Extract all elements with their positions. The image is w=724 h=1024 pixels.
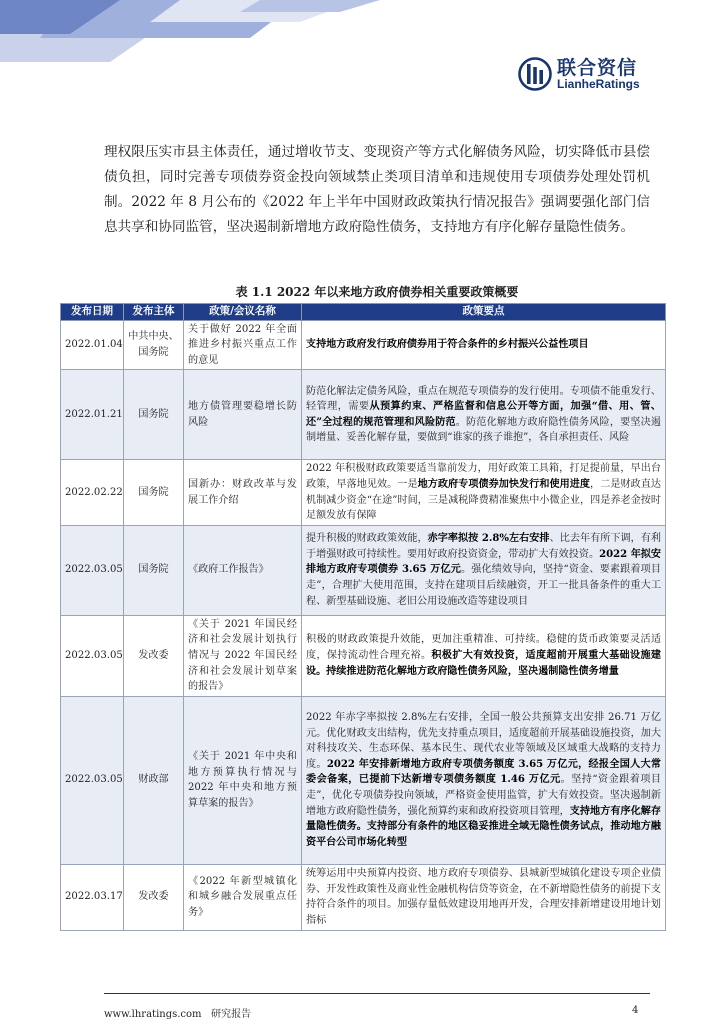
table-row: [61, 370, 666, 460]
policy-point-text: 。强化绩效导向，坚持“资金、要素跟着项目走”，合理扩大使用范围，支持在建项目后续融资，开工一批具备条件的重大工程、新型基础设施、老旧公用设施改造等建设项目: [306, 564, 661, 607]
cell-points: [302, 525, 666, 615]
cell-date: 2022.03.05: [61, 525, 124, 615]
cell-points: [302, 864, 666, 930]
lianhe-logo-icon: [518, 57, 552, 91]
header-corner-graphic: [0, 0, 724, 62]
cell-org: 发改委: [124, 615, 184, 696]
cell-points: [302, 615, 666, 696]
policy-point-emphasis: 支持地方有序化解存量隐性债务。支持部分有条件的地区稳妥推进全域无隐性债务试点，推动地方融资平台公司市场化转型: [306, 805, 661, 848]
cell-doc: 《政府工作报告》: [184, 525, 302, 615]
policy-point-emphasis: 地方政府专项债券加快发行和使用进度: [417, 478, 591, 490]
footer-divider: [104, 993, 650, 994]
cell-points: [302, 370, 666, 460]
cell-doc: 《关于 2021 年中央和地方预算执行情况与 2022 年中央和地方预算草案的报告》: [184, 696, 302, 864]
cell-org: 国务院: [124, 370, 184, 460]
policy-point-text: 。坚持“资金跟着项目走”，优化专项债券投向领域，严格资金使用监管，扩大有效投资。坚决遏制新增地方政府隐性债务，强化预算约束和政府投资项目管理，: [306, 774, 661, 817]
table-row: [61, 460, 666, 525]
cell-org: 发改委: [124, 864, 184, 930]
cell-date: 2022.01.04: [61, 320, 124, 370]
header-date: 发布日期: [61, 304, 124, 321]
policy-point-emphasis: 从预算约束、严格监督和信息公开等方面，加强“借、用、管、还”全过程的规范管理和风险防范: [306, 401, 662, 428]
cell-date: 2022.01.21: [61, 370, 124, 460]
policy-table: [60, 303, 666, 931]
policy-point-text: 统筹运用中央预算内投资、地方政府专项债券、县城新型城镇化建设专项企业债券、开发性政策性及商业性金融机构信贷等资金，在不新增隐性债务的前提下支持符合条件的项目。加强存量低效建设用地再开发，合理安排新增建设用地计划指标: [306, 868, 661, 926]
policy-point-emphasis: 支持地方政府发行政府债券用于符合条件的乡村振兴公益性项目: [306, 339, 589, 351]
table-row: [61, 615, 666, 696]
header-org: 发布主体: [124, 304, 184, 321]
cell-doc: 关于做好 2022 年全面推进乡村振兴重点工作的意见: [184, 320, 302, 370]
footer-label: 研究报告: [211, 1009, 252, 1020]
page-number: 4: [632, 1005, 639, 1016]
policy-point-text: 提升积极的财政政策效能，: [306, 533, 428, 545]
footer-website: www.lhratings.com: [104, 1009, 202, 1020]
cell-date: 2022.03.05: [61, 696, 124, 864]
policy-point-text: ，二是财政直达机制减少资金“在途”时间，三是减税降费精准聚焦中小微企业，四是养老金按时足额发放有保障: [306, 478, 662, 522]
company-logo: [518, 56, 640, 92]
logo-name-cn: 联合资信: [557, 56, 638, 79]
cell-date: 2022.03.17: [61, 864, 124, 930]
cell-org: 中共中央、国务院: [124, 320, 184, 370]
policy-point-text: 2022 年赤字率拟按 2.8%左右安排，全国一般公共预算支出安排 26.71 万亿元。优化财政支出结构，优先支持重点项目，适度超前开展基础设施投资，加大对科技攻关、生态环保、基本民生、现代农业等领域及区域重大战略的支持力度。: [306, 712, 661, 770]
footer-left: [104, 1005, 251, 1020]
table-header-row: [61, 304, 666, 321]
policy-point-text: 。防范化解地方政府隐性债务风险，要坚决遏制增量、妥善化解存量，要做到“谁家的孩子谁抱”，各自承担责任、风险: [306, 416, 661, 444]
table-caption: 表 1.1 2022 年以来地方政府债券相关重要政策概要: [235, 285, 519, 299]
header-doc: 政策/会议名称: [184, 304, 302, 321]
cell-doc: 地方债管理要稳增长防风险: [184, 370, 302, 460]
cell-points: [302, 320, 666, 370]
table-row: [61, 696, 666, 864]
cell-date: 2022.02.22: [61, 460, 124, 525]
policy-point-emphasis: 2022 年安排新增地方政府专项债务额度 3.65 万亿元，经报全国人大常委会备案，已提前下达新增专项债务额度 1.46 万亿元: [306, 758, 662, 786]
cell-points: [302, 696, 666, 864]
policy-point-emphasis: 赤字率拟按 2.8%左右安排: [427, 533, 550, 545]
body-paragraph: 理权限压实市县主体责任，通过增收节支、变现资产等方式化解债务风险，切实降低市县偿债负担，同时完善专项债券资金投向领域禁止类项目清单和违规使用专项债券处理处罚机制。2022 年 8 月公布的《2022 年上半年中国财政政策执行情况报告》强调要强化部门信息共享和协同监管，坚决遏制新增地方政府隐性债务，支持地方有序化解存量隐性债务。: [104, 144, 650, 235]
table-row: [61, 864, 666, 930]
cell-date: 2022.03.05: [61, 615, 124, 696]
policy-point-text: 、比去年有所下调，有利于增强财政可持续性。要用好政府投资资金，带动扩大有效投资。: [306, 533, 661, 560]
logo-name-en: LianheRatings: [557, 76, 640, 91]
policy-table-body: [61, 320, 666, 930]
policy-point-text: 防范化解法定债务风险，重点在规范专项债券的发行使用。专项债不能重发行、轻管理，需要: [306, 385, 661, 413]
policy-point-emphasis: 积极扩大有效投资，适度超前开展重大基础设施建设。持续推进防范化解地方政府隐性债务风险，坚决遏制隐性债务增量: [306, 649, 662, 677]
policy-point-emphasis: 2022 年拟安排地方政府专项债券 3.65 万亿元: [306, 548, 662, 576]
policy-point-text: 积极的财政政策提升效能，更加注重精准、可持续。稳健的货币政策要灵活适度，保持流动性合理充裕。: [306, 634, 661, 661]
cell-org: 国务院: [124, 525, 184, 615]
cell-org: 国务院: [124, 460, 184, 525]
table-row: [61, 320, 666, 370]
cell-doc: 《关于 2021 年国民经济和社会发展计划执行情况与 2022 年国民经济和社会发展计划草案的报告》: [184, 615, 302, 696]
cell-points: [302, 460, 666, 525]
policy-point-text: 2022 年积极财政政策要适当靠前发力，用好政策工具箱，打足提前量，早出台政策，早落地见效。一是: [306, 463, 661, 490]
cell-org: 财政部: [124, 696, 184, 864]
table-row: [61, 525, 666, 615]
header-points: 政策要点: [302, 304, 666, 321]
cell-doc: 《2022 年新型城镇化和城乡融合发展重点任务》: [184, 864, 302, 930]
cell-doc: 国新办：财政改革与发展工作介绍: [184, 460, 302, 525]
